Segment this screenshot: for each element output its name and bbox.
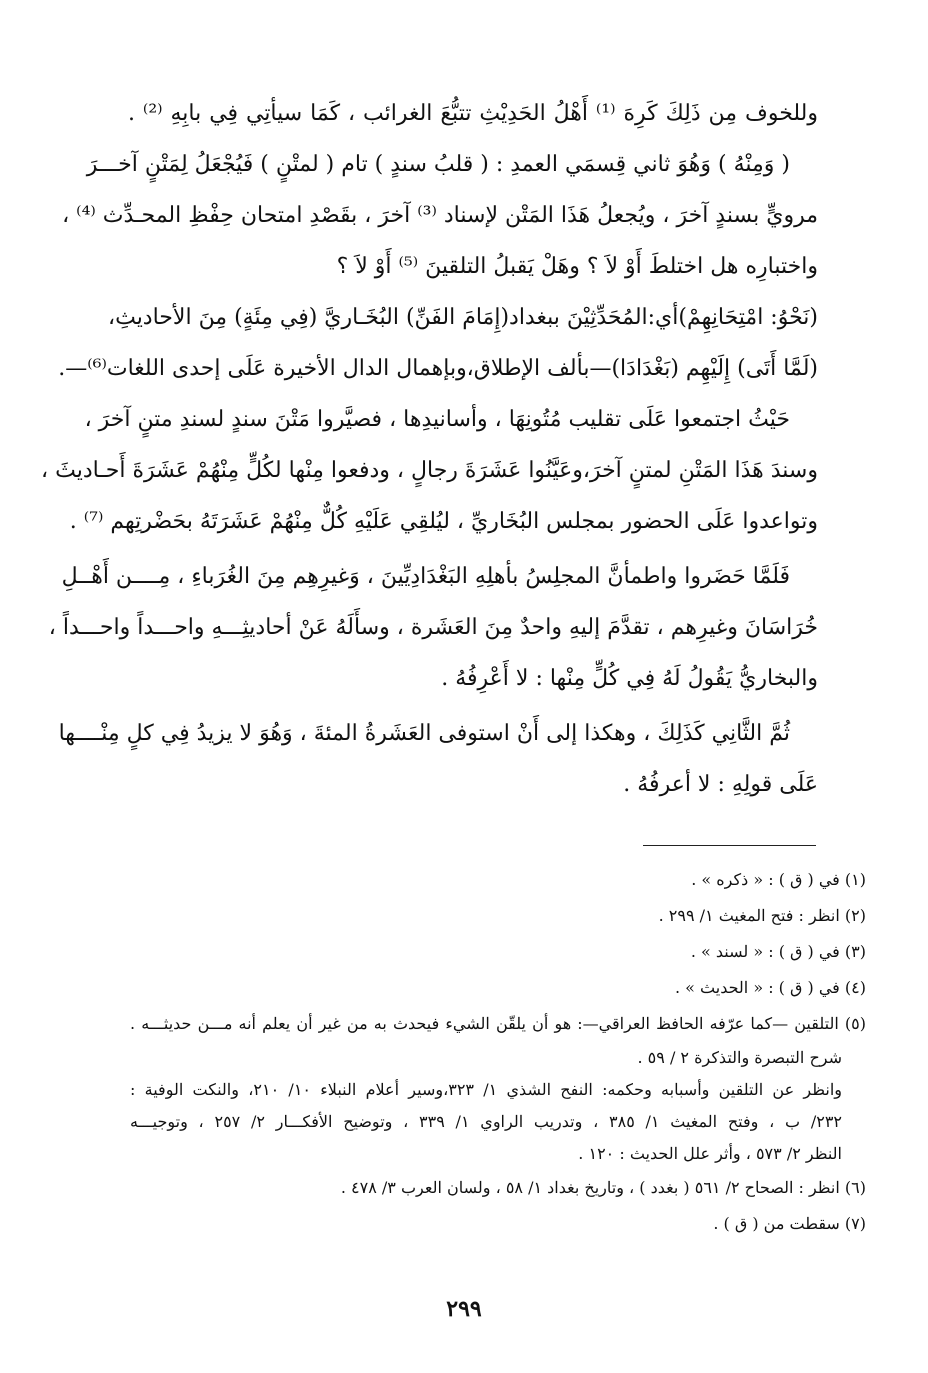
page-number: ٢٩٩ xyxy=(446,1296,482,1322)
footnote: (٤) في ( ق ) : « الحديث » . xyxy=(674,978,866,997)
footnote: (٣) في ( ق ) : « لسند » . xyxy=(690,942,866,961)
text-line: واختبارِه هل اختلطَ أَوْ لاَ ؟ وهَلْ يَقبلُ التلقينَ ⁽⁵⁾ أَوْ لاَ ؟ xyxy=(336,254,818,279)
footnote-continuation: وانظر عن التلقين وأسبابه وحكمه: النفح الشذي ١/ ٣٢٣،وسير أعلام النبلاء ١٠/ ٢١٠، والنكت الوفية : xyxy=(130,1080,842,1099)
text-line: حَيْثُ اجتمعوا عَلَى تقليب مُتُونِهَا ، وأسانيدِها ، فصيَّروا مَتْنَ سندٍ لسندِ متنٍ آخرَ ، xyxy=(84,407,790,432)
footnote: (٥) التلقين —كما عرّفه الحافظ العراقي—: هو أن يلقّن الشيء فيحدث به من غير أن يعلم أنه مـــن حديثـــه . xyxy=(130,1014,866,1033)
footnote: (١) في ( ق ) : « ذكره » . xyxy=(691,870,866,889)
footnote-separator xyxy=(643,845,816,846)
text-line: وللخوف مِن ذَلِكَ كَرِهَ ⁽¹⁾ أَهْلُ الحَدِيْثِ تتبُّعَ الغرائب ، كَمَا سيأتِي فِي بابِهِ ⁽²⁾ . xyxy=(128,101,819,126)
text-line: مرويٍّ بسندٍ آخرَ ، ويُجعلُ هَذَا المَتْن لإسناد ⁽³⁾ آخرَ ، بقَصْدِ امتحان حِفْظِ المحـدِّث ⁽⁴⁾ ، xyxy=(62,203,818,228)
text-line: والبخاريُّ يَقُولُ لَهُ فِي كُلٍّ مِنْها : لا أَعْرِفُهُ . xyxy=(441,666,818,691)
text-line: خُرَاسَانَ وغيرِهم ، تقدَّمَ إليهِ واحدٌ مِنَ العَشَرة ، وسأَلَهُ عَنْ أحاديثِـــهِ واحـــداً واحـــداً ، xyxy=(48,615,818,640)
text-line: (لَمَّا أَتَى) إِلَيْهِم (بَغْدَادَا)—بألف الإطلاق،وبإهمال الدال الأخيرة عَلَى إحدى اللغات⁽⁶⁾—. xyxy=(58,356,818,381)
text-line: ( وَمِنْهُ ) وَهُوَ ثاني قِسمَي العمدِ : ( قلبُ سندٍ ) تام ( لمتْنٍ ) فَيُجْعَلُ لِمَتْنٍ آخـــرَ xyxy=(86,152,790,177)
footnote-continuation: النظر ٢/ ٥٧٣ ، وأثر علل الحديث : ١٢٠ . xyxy=(578,1144,842,1163)
text-line: وسندَ هَذَا المَتْنِ لمتنٍ آخرَ،وعَيَّنُوا عَشَرَةَ رجالٍ ، ودفعوا مِنْها لكُلٍّ مِنْهُمْ عَشَرَةَ أَحـاديثَ ، xyxy=(41,458,818,483)
text-line: (نَحْوُ: امْتِحَانِهِمْ)أي:المُحَدِّثِيْنَ ببغداد(إِمَامَ الفَنِّ) البُخَـاريَّ (فِي مِئَةٍ) مِنَ الأحاديثِ، xyxy=(107,305,818,330)
footnote: (٦) انظر : الصحاح ٢/ ٥٦١ ( بغدد ) ، وتاريخ بغداد ١/ ٥٨ ، ولسان العرب ٣/ ٤٧٨ . xyxy=(340,1178,866,1197)
footnote: (٧) سقطت من ( ق ) . xyxy=(713,1214,866,1233)
text-line: عَلَى قولِهِ : لا أعرفُهُ . xyxy=(623,772,818,797)
text-line: وتواعدوا عَلَى الحضور بمجلس البُخَاريِّ ، ليُلقِي عَلَيْهِ كُلٌّ مِنْهُمْ عَشَرَتَهُ بحَضْرتِهم ⁽⁷⁾ . xyxy=(69,509,818,534)
footnotes xyxy=(130,862,866,1242)
main-text xyxy=(41,88,819,810)
footnote-continuation: ٢٣٢/ ب ، وفتح المغيث ١/ ٣٨٥ ، وتدريب الراوي ١/ ٣٣٩ ، وتوضيح الأفكـــار ٢/ ٢٥٧ ، وتوجيـــه xyxy=(130,1112,842,1131)
text-line: فَلَمَّا حَضَروا واطمأنَّ المجلِسُ بأهلِهِ البَغْدَادِيِّينَ ، وَغيرِهِم مِنَ الغُرَباءِ ، مِــــن أَهْــلِ xyxy=(61,564,790,589)
footnote-continuation: شرح التبصرة والتذكرة ٢ / ٥٩ . xyxy=(637,1048,842,1067)
text-line: ثُمَّ الثَّانِي كَذَلِكَ ، وهكذا إلى أَنْ استوفى العَشَرةُ المئةَ ، وَهُوَ لا يزيدُ فِي كلٍ مِنْــــها xyxy=(58,721,790,746)
footnote: (٢) انظر : فتح المغيث ١/ ٢٩٩ . xyxy=(658,906,866,925)
